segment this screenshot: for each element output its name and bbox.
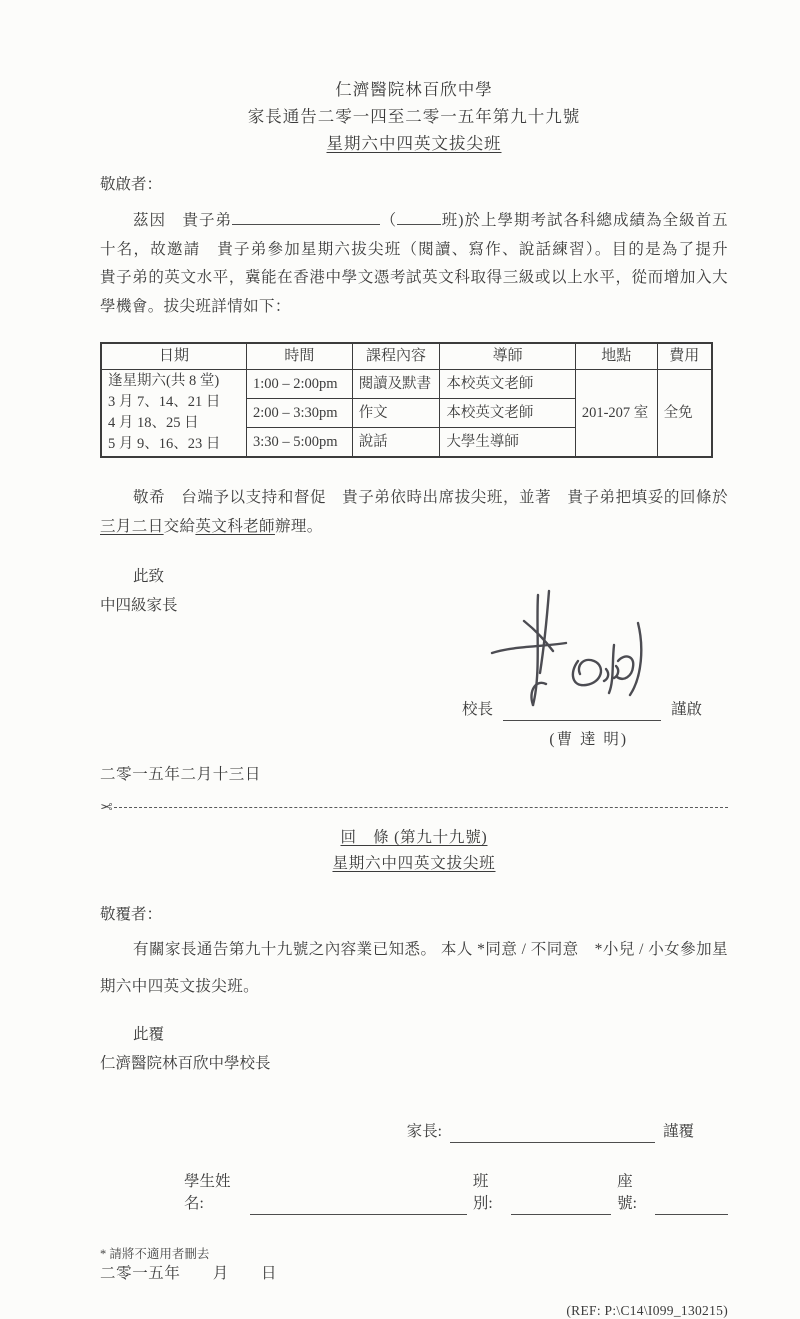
header-date: 日期 bbox=[101, 343, 246, 370]
reply-body-paragraph bbox=[100, 931, 728, 1005]
reply-subtitle: 星期六中四英文拔尖班 bbox=[332, 855, 496, 872]
letter-addressee: 中四級家長 bbox=[100, 597, 178, 614]
scissors-icon: ✂ bbox=[100, 797, 113, 816]
header-content: 課程內容 bbox=[352, 343, 440, 370]
class-label: 班別: bbox=[472, 1173, 493, 1212]
closing-phrase: 此致 bbox=[133, 568, 165, 585]
parent-signature-row bbox=[100, 1121, 694, 1143]
date-line: 4 月 18、25 日 bbox=[108, 415, 199, 431]
request-text-2: 交給 bbox=[163, 517, 196, 535]
tutor-cell: 大學生導師 bbox=[440, 428, 575, 458]
table-header-row bbox=[101, 343, 712, 370]
date-cell bbox=[101, 370, 246, 458]
signature-line bbox=[503, 702, 661, 721]
venue-cell: 201-207 室 bbox=[575, 370, 657, 458]
student-name-blank bbox=[232, 209, 380, 225]
fee-cell: 全免 bbox=[657, 370, 712, 458]
content-cell: 說話 bbox=[352, 428, 440, 458]
parent-respect-label: 謹覆 bbox=[662, 1123, 694, 1140]
parent-label: 家長: bbox=[406, 1123, 442, 1140]
request-text-3: 辦理。 bbox=[274, 517, 323, 535]
reply-closing-phrase: 此覆 bbox=[133, 1026, 165, 1043]
intro-paragraph bbox=[100, 207, 744, 321]
header-fee: 費用 bbox=[657, 343, 712, 370]
tutor-cell: 本校英文老師 bbox=[440, 399, 575, 428]
intro-text-1: 茲因 貴子弟 bbox=[133, 212, 233, 229]
time-cell: 2:00 – 3:30pm bbox=[246, 399, 352, 428]
class-field-blank bbox=[511, 1199, 611, 1215]
intro-paren-open: （ bbox=[380, 212, 398, 229]
date-line: 逢星期六(共 8 堂) bbox=[108, 373, 220, 389]
notice-subject: 星期六中四英文拔尖班 bbox=[326, 134, 502, 153]
date-line: 3 月 7、14、21 日 bbox=[108, 394, 221, 410]
tutor-cell: 本校英文老師 bbox=[440, 370, 575, 399]
time-cell: 3:30 – 5:00pm bbox=[246, 428, 352, 458]
class-blank bbox=[397, 209, 441, 225]
header-venue: 地點 bbox=[575, 343, 657, 370]
reply-salutation: 敬覆者： bbox=[100, 906, 163, 923]
notice-number: 家長通告二零一四至二零一五年第九十九號 bbox=[247, 107, 581, 126]
request-text-1: 敬希 台端予以支持和督促 貴子弟依時出席拔尖班，並著 貴子弟把填妥的回條於 bbox=[133, 489, 728, 506]
principal-name: (曹 達 明) bbox=[549, 731, 628, 748]
seat-field-blank bbox=[655, 1199, 728, 1215]
seat-label: 座號: bbox=[617, 1173, 637, 1212]
school-name: 仁濟醫院林百欣中學 bbox=[335, 80, 493, 99]
student-name-label: 學生姓名: bbox=[184, 1173, 231, 1212]
content-cell: 閱讀及默書 bbox=[352, 370, 440, 399]
signature-block bbox=[100, 625, 728, 753]
date-line: 5 月 9、16、23 日 bbox=[108, 436, 221, 452]
recipient-underlined: 英文科老師 bbox=[195, 517, 275, 535]
principal-signature bbox=[486, 589, 676, 709]
cut-line bbox=[100, 797, 728, 817]
ref-number: (REF: P:\C14\I099_130215) bbox=[566, 1303, 728, 1318]
reply-addressee: 仁濟醫院林百欣中學校長 bbox=[100, 1055, 271, 1072]
schedule-table bbox=[100, 342, 713, 458]
student-name-field-blank bbox=[250, 1199, 467, 1215]
notice-header bbox=[100, 76, 728, 157]
dashed-cut-line bbox=[114, 807, 728, 808]
respectfully-label: 謹啟 bbox=[670, 701, 702, 718]
parent-signature-blank bbox=[450, 1127, 655, 1143]
request-paragraph bbox=[100, 484, 728, 541]
notice-date: 二零一五年二月十三日 bbox=[100, 766, 262, 783]
reply-date-line: 二零一五年 月 日 bbox=[100, 1265, 278, 1282]
signature-row bbox=[462, 699, 702, 721]
reply-title: 回 條 (第九十九號) bbox=[340, 829, 488, 846]
reply-slip-header bbox=[100, 825, 728, 877]
table-row bbox=[101, 370, 712, 399]
salutation: 敬啟者： bbox=[100, 176, 163, 193]
student-info-row bbox=[184, 1171, 728, 1215]
intro-text-2: 班)於上學期考試各科總成績為全級首五十名，故邀請 貴子弟參加星期六拔尖班（閱讀、寫作、說話練習）。目的是為了提升 貴子弟的英文水平，冀能在香港中學文憑考試英文科取得三級或以上水平，從而增加入大學機會。拔尖班詳情如下： bbox=[100, 212, 744, 315]
header-tutor: 導師 bbox=[440, 343, 575, 370]
principal-label: 校長 bbox=[461, 701, 493, 718]
content-cell: 作文 bbox=[352, 399, 440, 428]
time-cell: 1:00 – 2:00pm bbox=[246, 370, 352, 399]
footnote: * 請將不適用者刪去 bbox=[100, 1247, 210, 1261]
deadline-underlined: 三月二日 bbox=[100, 517, 164, 535]
header-time: 時間 bbox=[246, 343, 352, 370]
reply-body-text: 有關家長通告第九十九號之內容業已知悉。 本人 *同意 / 不同意 *小兒 / 小女參加星期六中四英文拔尖班。 bbox=[100, 941, 728, 995]
